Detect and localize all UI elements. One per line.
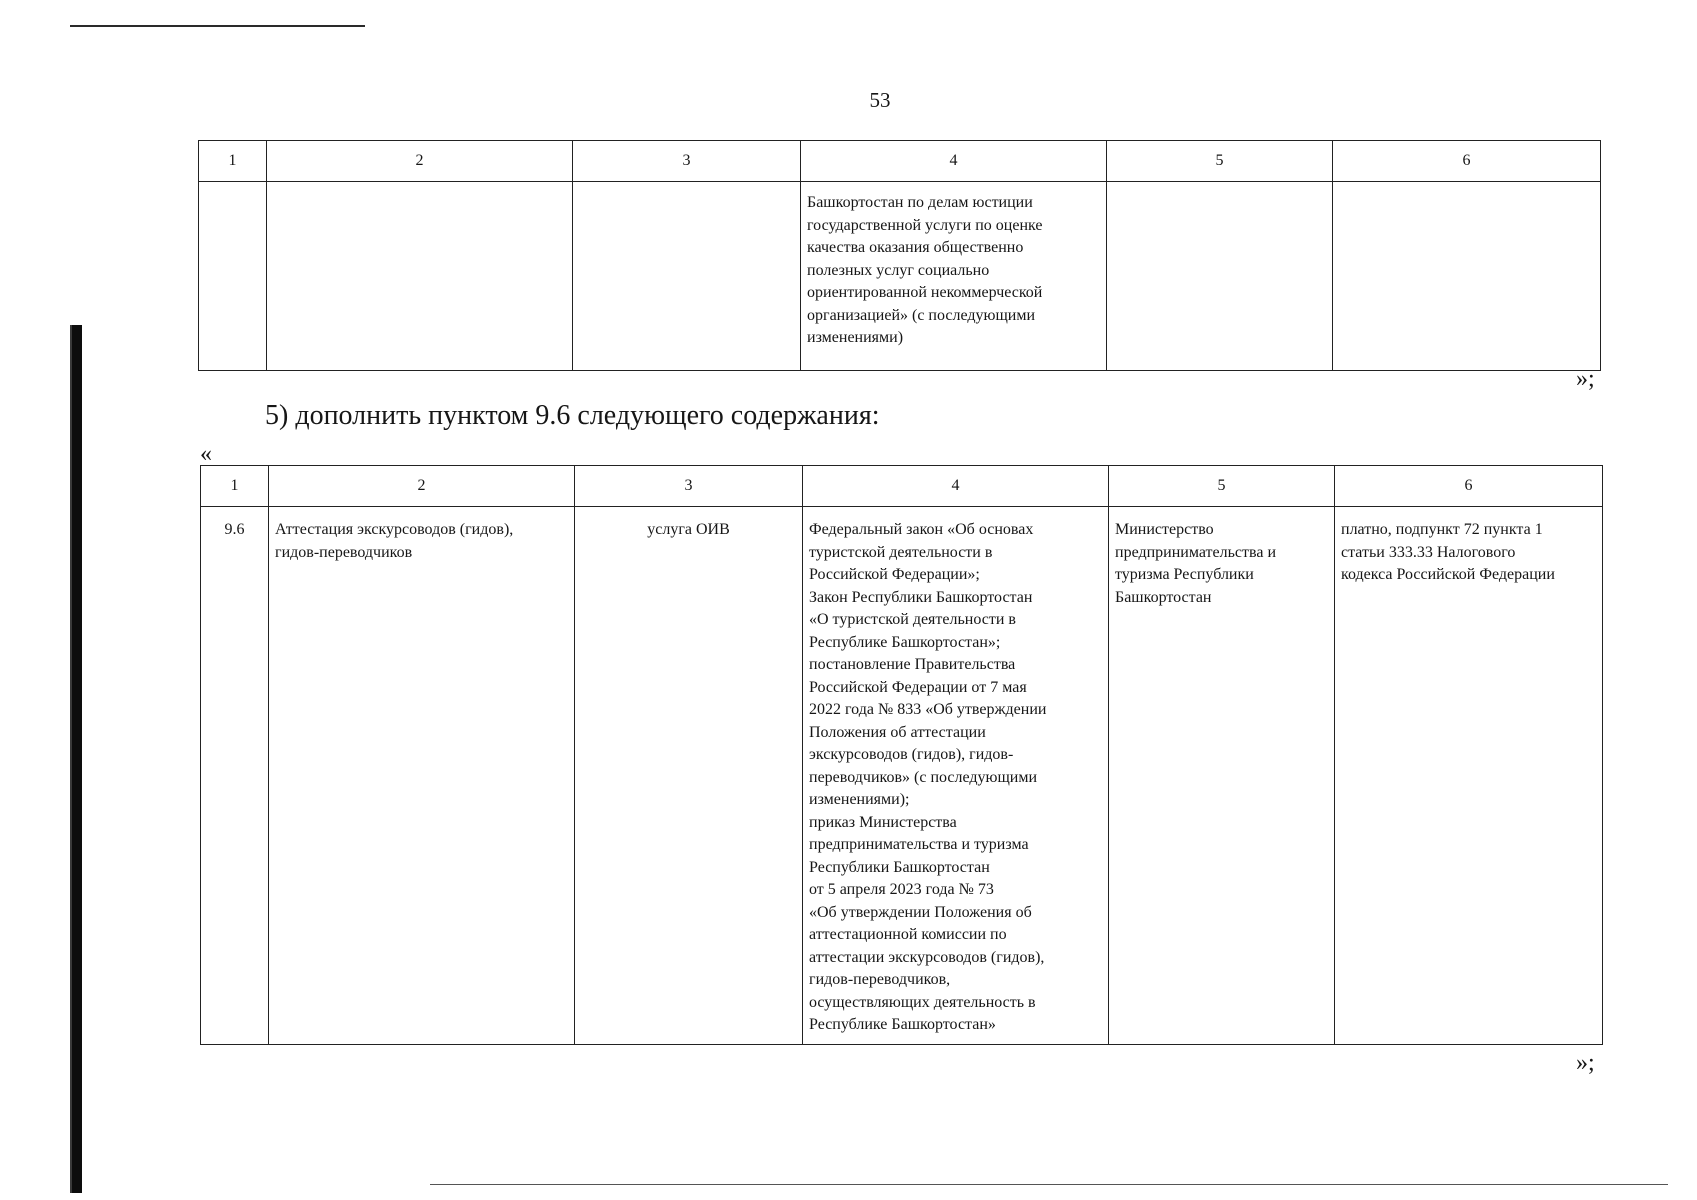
header-cell-3: 3 bbox=[575, 466, 803, 507]
opening-quote: « bbox=[200, 441, 212, 467]
cell-authority: Министерство предпринимательства и туризма Республики Башкортостан bbox=[1109, 507, 1335, 1045]
table-header-row bbox=[199, 141, 1601, 182]
cell-number bbox=[199, 182, 267, 371]
header-cell-3: 3 bbox=[573, 141, 801, 182]
scan-edge-line-bottom bbox=[430, 1184, 1668, 1185]
header-cell-6: 6 bbox=[1333, 141, 1601, 182]
table-header-row bbox=[201, 466, 1603, 507]
continuation-table bbox=[198, 140, 1601, 371]
header-cell-2: 2 bbox=[267, 141, 573, 182]
cell-legal-basis: Башкортостан по делам юстиции государственной услуги по оценке качества оказания общественно полезных услуг социально ориентированной некоммерческой организацией» (с последующими изменениями) bbox=[801, 182, 1107, 371]
table-row bbox=[199, 182, 1601, 371]
amendment-paragraph: 5) дополнить пунктом 9.6 следующего содержания: bbox=[265, 400, 880, 431]
cell-name bbox=[267, 182, 573, 371]
closing-quote: »; bbox=[1576, 1050, 1595, 1076]
header-cell-1: 1 bbox=[199, 141, 267, 182]
cell-number: 9.6 bbox=[201, 507, 269, 1045]
header-cell-5: 5 bbox=[1109, 466, 1335, 507]
cell-type bbox=[573, 182, 801, 371]
cell-payment: платно, подпункт 72 пункта 1 статьи 333.33 Налогового кодекса Российской Федерации bbox=[1335, 507, 1603, 1045]
header-cell-4: 4 bbox=[801, 141, 1107, 182]
cell-name: Аттестация экскурсоводов (гидов), гидов-переводчиков bbox=[269, 507, 575, 1045]
cell-payment bbox=[1333, 182, 1601, 371]
header-cell-6: 6 bbox=[1335, 466, 1603, 507]
cell-type: услуга ОИВ bbox=[575, 507, 803, 1045]
closing-quote: »; bbox=[1576, 366, 1595, 392]
header-cell-2: 2 bbox=[269, 466, 575, 507]
cell-legal-basis: Федеральный закон «Об основах туристской деятельности в Российской Федерации»; Закон Республики Башкортостан «О туристской деятельности в Республике Башкортостан»; постановление Правительства Российской Федерации от 7 мая 2022 года № 833 «Об утверждении Положения об аттестации экскурсоводов (гидов), гидов- переводчиков» (с последующими изменениями); приказ Министерства предпринимательства и туризма Республики Башкортостан от 5 апреля 2023 года № 73 «Об утверждении Положения об аттестационной комиссии по аттестации экскурсоводов (гидов), гидов-переводчиков, осуществляющих деятельность в Республике Башкортостан» bbox=[803, 507, 1109, 1045]
scan-edge-bar-left bbox=[72, 325, 82, 1193]
new-item-table bbox=[200, 465, 1603, 1045]
page-number: 53 bbox=[869, 88, 891, 112]
scan-edge-line-top bbox=[70, 25, 365, 27]
table-row bbox=[201, 507, 1603, 1045]
cell-authority bbox=[1107, 182, 1333, 371]
header-cell-1: 1 bbox=[201, 466, 269, 507]
header-cell-5: 5 bbox=[1107, 141, 1333, 182]
header-cell-4: 4 bbox=[803, 466, 1109, 507]
